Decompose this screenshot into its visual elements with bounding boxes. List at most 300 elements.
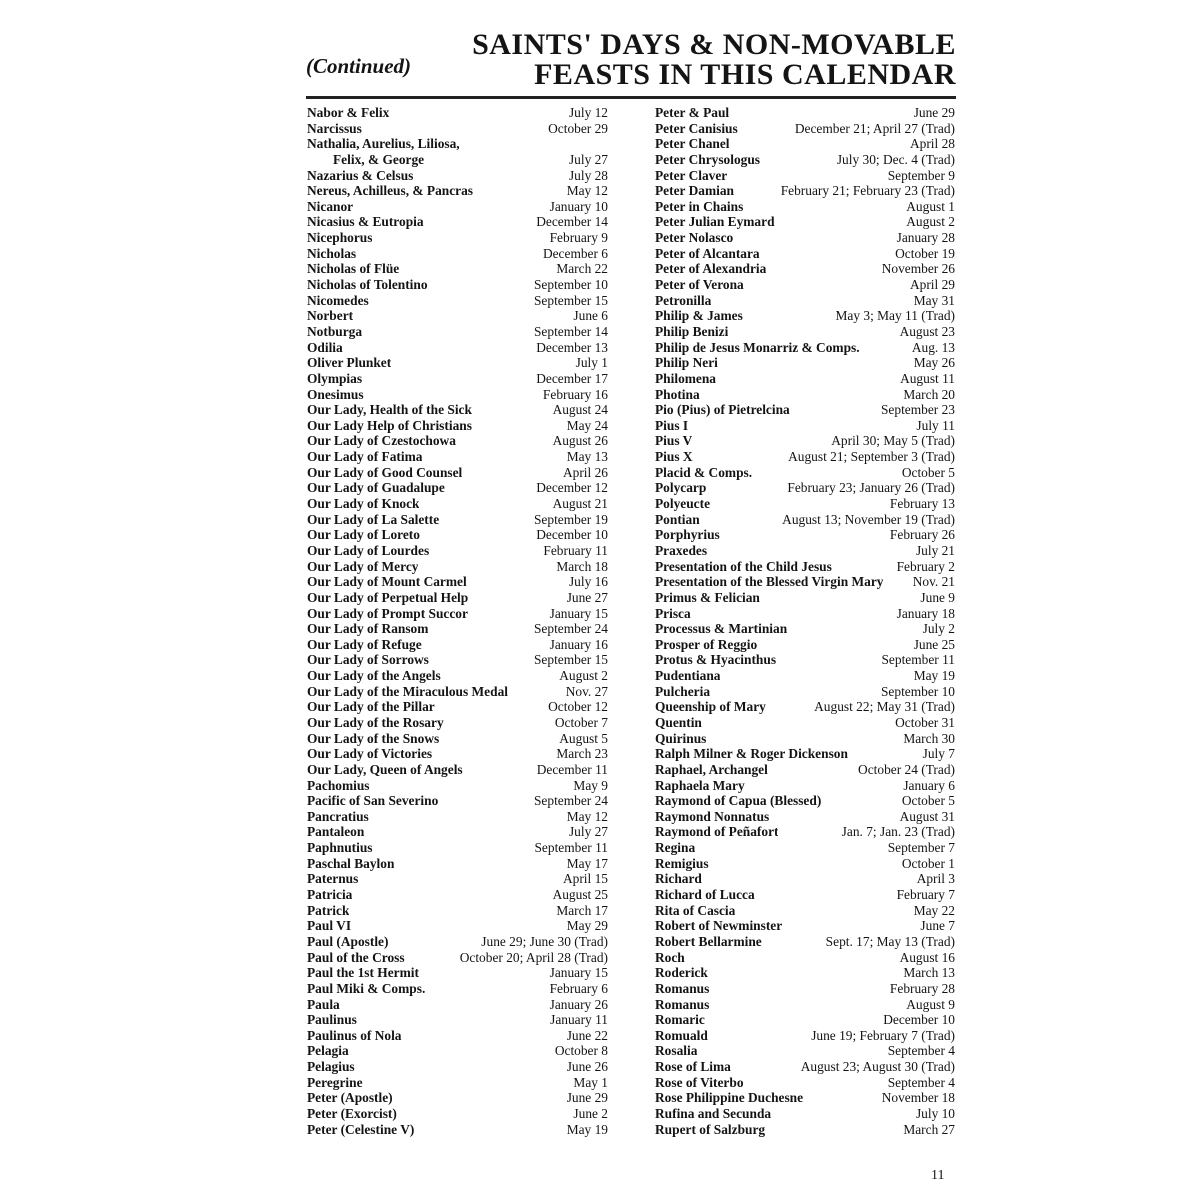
list-item	[307, 543, 608, 559]
feast-date: February 13	[889, 496, 955, 512]
saint-name: Oliver Plunket	[307, 355, 392, 371]
feast-date: Sept. 17; May 13 (Trad)	[825, 933, 955, 949]
list-item	[307, 387, 608, 403]
feast-date: December 11	[536, 761, 608, 777]
list-item	[655, 308, 955, 324]
saint-name: Richard	[655, 871, 702, 887]
saint-name: Paul the 1st Hermit	[307, 965, 419, 981]
saint-name: Our Lady Help of Christians	[307, 417, 472, 433]
page-header	[306, 30, 956, 94]
feast-date: August 2	[906, 214, 955, 230]
list-item	[655, 1012, 955, 1028]
feast-date: June 22	[566, 1027, 608, 1043]
list-item	[655, 590, 955, 606]
saint-name: Roderick	[655, 965, 708, 981]
list-item	[655, 746, 955, 762]
saint-name: Our Lady of Mercy	[307, 558, 419, 574]
list-item	[655, 684, 955, 700]
list-item	[307, 746, 608, 762]
saint-name: Peter & Paul	[655, 105, 730, 120]
list-item	[655, 934, 955, 950]
feast-date: March 22	[556, 261, 608, 277]
list-item	[307, 136, 608, 152]
feast-date: September 4	[887, 1043, 955, 1059]
saint-name: Philip Benizi	[655, 323, 729, 339]
feast-date: July 1	[575, 355, 608, 371]
list-item	[307, 950, 608, 966]
saint-name: Nicanor	[307, 198, 354, 214]
saint-name: Narcissus	[307, 120, 362, 136]
feast-date: July 21	[915, 542, 955, 558]
feast-date: October 29	[548, 120, 608, 136]
list-item	[655, 1090, 955, 1106]
saint-name: Photina	[655, 386, 700, 402]
feast-date: September 10	[533, 277, 608, 293]
feast-date: February 28	[889, 980, 955, 996]
saint-name: Pelagius	[307, 1059, 355, 1075]
feast-date: January 6	[903, 777, 955, 793]
feast-date: December 21; April 27 (Trad)	[794, 120, 955, 136]
saint-name: Nicomedes	[307, 292, 369, 308]
feast-date: February 7	[896, 887, 955, 903]
saint-name: Placid & Comps.	[655, 464, 753, 480]
saint-name: Peter in Chains	[655, 198, 744, 214]
list-item	[307, 371, 608, 387]
saint-name: Nicholas of Flüe	[307, 261, 400, 277]
saint-name: Patrick	[307, 902, 350, 918]
list-item	[655, 293, 955, 309]
list-item	[655, 168, 955, 184]
list-item	[655, 559, 955, 575]
saint-name: Our Lady of Sorrows	[307, 652, 429, 668]
list-item	[655, 887, 955, 903]
feast-date: October 12	[548, 699, 608, 715]
list-item	[655, 418, 955, 434]
list-item	[655, 574, 955, 590]
saint-name: Paul (Apostle)	[307, 933, 389, 949]
saint-name: Our Lady of Victories	[307, 746, 433, 762]
list-item	[307, 496, 608, 512]
saint-name: Paphnutius	[307, 840, 373, 856]
feast-date: May 3; May 11 (Trad)	[835, 308, 955, 324]
title-rule	[306, 96, 956, 99]
saint-name: Our Lady of Knock	[307, 496, 420, 512]
page-number: 11	[931, 1168, 945, 1183]
saint-name: Peter Canisius	[655, 120, 738, 136]
saint-name: Our Lady of the Rosary	[307, 714, 444, 730]
list-item	[655, 871, 955, 887]
list-item	[655, 230, 955, 246]
feast-date: October 19	[895, 245, 955, 261]
saint-name: Raphael, Archangel	[655, 761, 768, 777]
feast-date: October 7	[554, 714, 608, 730]
page-title-line-1: SAINTS' DAYS & NON-MOVABLE	[472, 28, 956, 61]
saint-name: Philip & James	[655, 308, 743, 324]
list-item	[307, 402, 608, 418]
saint-name: Presentation of the Child Jesus	[655, 558, 832, 574]
feast-date: October 24 (Trad)	[858, 761, 955, 777]
feast-date: October 5	[901, 464, 955, 480]
saint-name: Nazarius & Celsus	[307, 167, 414, 183]
list-item	[307, 277, 608, 293]
feast-date: April 30; May 5 (Trad)	[831, 433, 955, 449]
list-item	[307, 1090, 608, 1106]
list-item	[655, 465, 955, 481]
list-item	[307, 1012, 608, 1028]
saint-name: Onesimus	[307, 386, 364, 402]
saint-name: Peter Nolasco	[655, 230, 734, 246]
list-item	[307, 512, 608, 528]
saint-name: Pudentiana	[655, 668, 721, 684]
list-item	[307, 1106, 608, 1122]
feast-date: June 29	[913, 105, 955, 120]
list-item	[655, 824, 955, 840]
feast-date: September 9	[887, 167, 955, 183]
saint-name: Porphyrius	[655, 527, 720, 543]
list-item	[307, 590, 608, 606]
list-item	[307, 152, 608, 168]
list-item	[655, 199, 955, 215]
feast-date: February 23; January 26 (Trad)	[787, 480, 955, 496]
list-item	[655, 152, 955, 168]
list-item	[307, 1059, 608, 1075]
saint-name: Our Lady of Loreto	[307, 527, 420, 543]
saint-name: Quirinus	[655, 730, 707, 746]
list-item	[655, 793, 955, 809]
list-item	[307, 856, 608, 872]
list-item	[307, 871, 608, 887]
list-item	[655, 433, 955, 449]
saint-name: Felix, & George	[333, 151, 425, 167]
feast-date: October 20; April 28 (Trad)	[459, 949, 608, 965]
saint-name: Peter (Celestine V)	[307, 1121, 415, 1137]
saint-name: Rose of Lima	[655, 1059, 731, 1075]
feast-date: June 19; February 7 (Trad)	[811, 1027, 955, 1043]
list-item	[655, 652, 955, 668]
list-item	[655, 1059, 955, 1075]
saint-name: Our Lady of La Salette	[307, 511, 440, 527]
feast-date: June 7	[920, 918, 955, 934]
saint-name: Pelagia	[307, 1043, 349, 1059]
saint-name: Odilia	[307, 339, 343, 355]
list-item	[655, 997, 955, 1013]
saint-name: Philomena	[655, 370, 717, 386]
list-item	[307, 684, 608, 700]
list-item	[307, 574, 608, 590]
saint-name: Peter Claver	[655, 167, 728, 183]
list-item	[307, 559, 608, 575]
saint-name: Prosper of Reggio	[655, 636, 758, 652]
feast-date: August 23	[899, 323, 955, 339]
list-item	[307, 918, 608, 934]
saint-name: Our Lady of the Snows	[307, 730, 440, 746]
saint-name: Rosalia	[655, 1043, 698, 1059]
saint-name: Peter Julian Eymard	[655, 214, 775, 230]
saint-name: Nicholas of Tolentino	[307, 277, 428, 293]
saint-name: Peter Chrysologus	[655, 151, 761, 167]
feast-date: September 15	[533, 652, 608, 668]
feast-date: August 31	[899, 808, 955, 824]
saint-name: Robert Bellarmine	[655, 933, 762, 949]
feast-date: July 27	[568, 824, 608, 840]
list-item	[307, 903, 608, 919]
saint-name: Our Lady of the Pillar	[307, 699, 435, 715]
list-item	[307, 840, 608, 856]
feast-date: July 27	[568, 151, 608, 167]
saint-name: Protus & Hyacinthus	[655, 652, 777, 668]
feast-date: March 27	[903, 1121, 955, 1137]
saint-name: Raymond of Capua (Blessed)	[655, 793, 822, 809]
saint-name: Our Lady of Good Counsel	[307, 464, 463, 480]
list-item	[655, 778, 955, 794]
saint-name: Romaric	[655, 1012, 705, 1028]
list-item	[307, 480, 608, 496]
saint-name: Peregrine	[307, 1074, 363, 1090]
saint-name: Our Lady, Health of the Sick	[307, 402, 472, 418]
saint-name: Regina	[655, 840, 696, 856]
feast-date: September 10	[880, 683, 955, 699]
list-item	[655, 496, 955, 512]
feast-date: August 13; November 19 (Trad)	[782, 511, 955, 527]
list-item	[655, 621, 955, 637]
feast-date: Jan. 7; Jan. 23 (Trad)	[841, 824, 955, 840]
list-item	[307, 261, 608, 277]
list-item	[307, 699, 608, 715]
feast-date: March 23	[556, 746, 608, 762]
list-item	[307, 1075, 608, 1091]
feast-date: April 28	[909, 136, 955, 152]
saint-name: Nicholas	[307, 245, 357, 261]
list-item	[655, 324, 955, 340]
feast-date: September 4	[887, 1074, 955, 1090]
saint-name: Our Lady of Lourdes	[307, 542, 430, 558]
list-item	[655, 903, 955, 919]
saint-name: Peter (Apostle)	[307, 1090, 393, 1106]
list-item	[655, 543, 955, 559]
feast-date: July 28	[568, 167, 608, 183]
list-item	[655, 277, 955, 293]
feast-date: May 9	[573, 777, 608, 793]
saint-name: Paul of the Cross	[307, 949, 405, 965]
saint-name: Queenship of Mary	[655, 699, 766, 715]
feast-date: June 26	[566, 1059, 608, 1075]
continued-label: (Continued)	[306, 54, 412, 78]
feast-date: Nov. 27	[565, 683, 608, 699]
feast-date: September 11	[881, 652, 955, 668]
saint-name: Raymond of Peñafort	[655, 824, 779, 840]
feast-date: August 23; August 30 (Trad)	[800, 1059, 955, 1075]
list-item	[655, 371, 955, 387]
feast-date: August 21	[552, 496, 608, 512]
list-item	[307, 121, 608, 137]
feast-date: October 31	[895, 714, 955, 730]
saint-name: Peter of Verona	[655, 277, 744, 293]
saint-name: Paulinus of Nola	[307, 1027, 402, 1043]
feast-date: August 5	[559, 730, 608, 746]
list-item	[307, 965, 608, 981]
list-item	[307, 214, 608, 230]
saint-name: Peter of Alexandria	[655, 261, 767, 277]
saint-name: Paul Miki & Comps.	[307, 980, 426, 996]
feast-date: December 10	[883, 1012, 955, 1028]
feast-date: August 2	[559, 668, 608, 684]
feast-date: June 29	[566, 1090, 608, 1106]
feast-date: August 1	[906, 198, 955, 214]
feast-date: January 26	[549, 996, 608, 1012]
feast-date: June 25	[913, 636, 955, 652]
feast-date: January 16	[549, 636, 608, 652]
feast-date: August 22; May 31 (Trad)	[814, 699, 955, 715]
list-item	[655, 606, 955, 622]
list-item	[307, 199, 608, 215]
list-item	[307, 246, 608, 262]
list-item	[307, 637, 608, 653]
feast-date: April 15	[562, 871, 608, 887]
saint-name: Pius V	[655, 433, 693, 449]
list-item	[307, 762, 608, 778]
list-item	[307, 465, 608, 481]
list-item	[655, 402, 955, 418]
list-item	[307, 168, 608, 184]
saint-name: Philip Neri	[655, 355, 718, 371]
list-item	[307, 793, 608, 809]
feast-date: July 11	[916, 417, 955, 433]
saint-name: Rupert of Salzburg	[655, 1121, 766, 1137]
list-item	[655, 731, 955, 747]
saint-name: Our Lady of Fatima	[307, 449, 423, 465]
saint-name: Paulinus	[307, 1012, 357, 1028]
feast-date: January 10	[549, 198, 608, 214]
list-item	[307, 652, 608, 668]
feast-date: May 29	[566, 918, 608, 934]
feast-date: October 5	[901, 793, 955, 809]
list-item	[307, 715, 608, 731]
list-item	[307, 340, 608, 356]
feast-date: March 30	[903, 730, 955, 746]
saint-name: Pancratius	[307, 808, 369, 824]
saint-name: Nicephorus	[307, 230, 373, 246]
feast-date: May 12	[566, 183, 608, 199]
saint-name: Richard of Lucca	[655, 887, 755, 903]
feast-date: September 24	[533, 793, 608, 809]
list-item	[307, 1122, 608, 1138]
list-item	[655, 762, 955, 778]
feast-date: August 25	[552, 887, 608, 903]
saint-name: Pius I	[655, 417, 689, 433]
list-item	[655, 856, 955, 872]
saint-name: Nathalia, Aurelius, Liliosa,	[307, 136, 460, 152]
list-item	[655, 340, 955, 356]
list-item	[655, 355, 955, 371]
feast-date: August 24	[552, 402, 608, 418]
feast-date: September 14	[533, 323, 608, 339]
saint-name: Paternus	[307, 871, 359, 887]
feast-date: July 7	[922, 746, 955, 762]
list-item	[307, 308, 608, 324]
saint-name: Nicasius & Eutropia	[307, 214, 424, 230]
saint-name: Peter (Exorcist)	[307, 1106, 397, 1121]
list-item	[655, 261, 955, 277]
saint-name: Polyeucte	[655, 496, 711, 512]
feast-date: July 2	[922, 621, 955, 637]
feast-date: September 15	[533, 292, 608, 308]
saint-name: Quentin	[655, 714, 702, 730]
feast-date: July 12	[568, 105, 608, 120]
saint-name: Remigius	[655, 855, 709, 871]
saint-name: Philip de Jesus Monarriz & Comps.	[655, 339, 860, 355]
list-item	[655, 809, 955, 825]
saint-name: Presentation of the Blessed Virgin Mary	[655, 574, 884, 590]
list-item	[307, 731, 608, 747]
saint-name: Rufina and Secunda	[655, 1106, 772, 1121]
feast-date: July 10	[915, 1106, 955, 1121]
saint-name: Rose Philippine Duchesne	[655, 1090, 804, 1106]
feast-date: August 16	[899, 949, 955, 965]
page-title	[472, 30, 956, 90]
feast-date: February 6	[549, 980, 608, 996]
feast-date: February 11	[543, 542, 608, 558]
saint-name: Our Lady of the Angels	[307, 668, 441, 684]
list-item	[655, 136, 955, 152]
saint-name: Peter Chanel	[655, 136, 730, 152]
feast-date: Aug. 13	[911, 339, 955, 355]
saint-name: Ralph Milner & Roger Dickenson	[655, 746, 848, 762]
saint-name: Our Lady of Mount Carmel	[307, 574, 467, 590]
feast-date: February 9	[549, 230, 608, 246]
feast-date: June 9	[920, 589, 955, 605]
feast-date: May 12	[566, 808, 608, 824]
list-item	[655, 1043, 955, 1059]
feast-date: February 16	[542, 386, 608, 402]
feast-date: May 31	[913, 292, 955, 308]
list-item	[655, 1075, 955, 1091]
saint-name: Prisca	[655, 605, 691, 621]
saint-name: Olympias	[307, 370, 363, 386]
page-title-line-2: FEASTS IN THIS CALENDAR	[534, 58, 956, 91]
feast-date: April 3	[916, 871, 955, 887]
list-item	[307, 355, 608, 371]
saint-name: Romanus	[655, 980, 710, 996]
saint-name: Our Lady of the Miraculous Medal	[307, 683, 508, 699]
saint-name: Robert of Newminster	[655, 918, 783, 934]
saint-name: Raymond Nonnatus	[655, 808, 770, 824]
list-item	[307, 606, 608, 622]
feast-date: May 19	[913, 668, 955, 684]
feast-date: May 22	[913, 902, 955, 918]
list-item	[307, 418, 608, 434]
list-item	[655, 840, 955, 856]
feast-date: July 16	[568, 574, 608, 590]
saint-name: Pantaleon	[307, 824, 365, 840]
saint-name: Primus & Felician	[655, 589, 760, 605]
list-item	[307, 934, 608, 950]
saint-name: Our Lady, Queen of Angels	[307, 761, 463, 777]
saint-name: Peter Damian	[655, 183, 734, 199]
saint-name: Processus & Martinian	[655, 621, 788, 637]
feast-date: December 12	[536, 480, 608, 496]
saint-name: Pio (Pius) of Pietrelcina	[655, 402, 790, 418]
list-item	[307, 778, 608, 794]
feast-date: October 1	[901, 855, 955, 871]
list-item	[655, 950, 955, 966]
feast-date: May 1	[573, 1074, 608, 1090]
saint-name: Rose of Viterbo	[655, 1074, 744, 1090]
feast-date: February 2	[896, 558, 955, 574]
list-item	[655, 480, 955, 496]
saint-name: Pachomius	[307, 777, 370, 793]
saint-name: Notburga	[307, 323, 363, 339]
list-item	[307, 809, 608, 825]
